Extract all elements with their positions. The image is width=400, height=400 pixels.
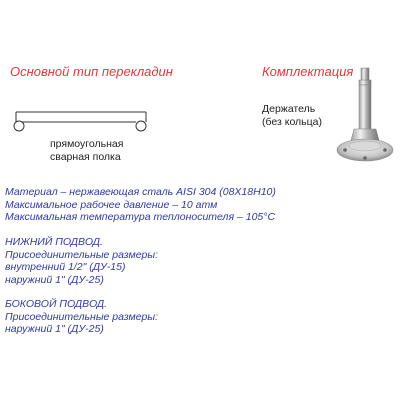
- spec-line: внутренний 1/2" (ДУ-15): [5, 261, 126, 273]
- spec-line: наружний 1" (ДУ-25): [5, 273, 104, 286]
- holder-caption-line: Держатель: [262, 103, 316, 115]
- holder-bracket-icon: [332, 66, 398, 166]
- material-specs: [5, 186, 276, 224]
- spec-line: Максимальная температура теплоносителя – 105°С: [5, 211, 276, 223]
- shelf-caption-line: сварная полка: [50, 151, 121, 163]
- spec-line: Материал – нержавеющая сталь AISI 304 (08Х18Н10): [5, 186, 276, 198]
- spec-line: Присоединительные размеры:: [5, 310, 159, 323]
- holder-caption: [262, 103, 322, 129]
- side-connection-specs: [5, 298, 158, 336]
- shelf-caption-line: прямоугольная: [50, 138, 124, 150]
- shelf-drawing-icon: [12, 108, 152, 136]
- spec-line: БОКОВОЙ ПОДВОД.: [5, 298, 108, 310]
- holder-caption-line: (без кольца): [262, 116, 323, 128]
- spec-line: наружний 1" (ДУ-25): [5, 323, 104, 335]
- spec-line: Максимальное рабочее давление – 10 атм: [5, 198, 218, 211]
- spec-line: НИЖНИЙ ПОДВОД.: [5, 236, 103, 248]
- header-equipment: Комплектация: [262, 64, 354, 79]
- spec-line: Присоединительные размеры:: [5, 248, 159, 261]
- bottom-connection-specs: [5, 236, 158, 286]
- shelf-caption: [50, 138, 123, 164]
- header-main-crossbar-type: Основной тип перекладин: [10, 64, 173, 79]
